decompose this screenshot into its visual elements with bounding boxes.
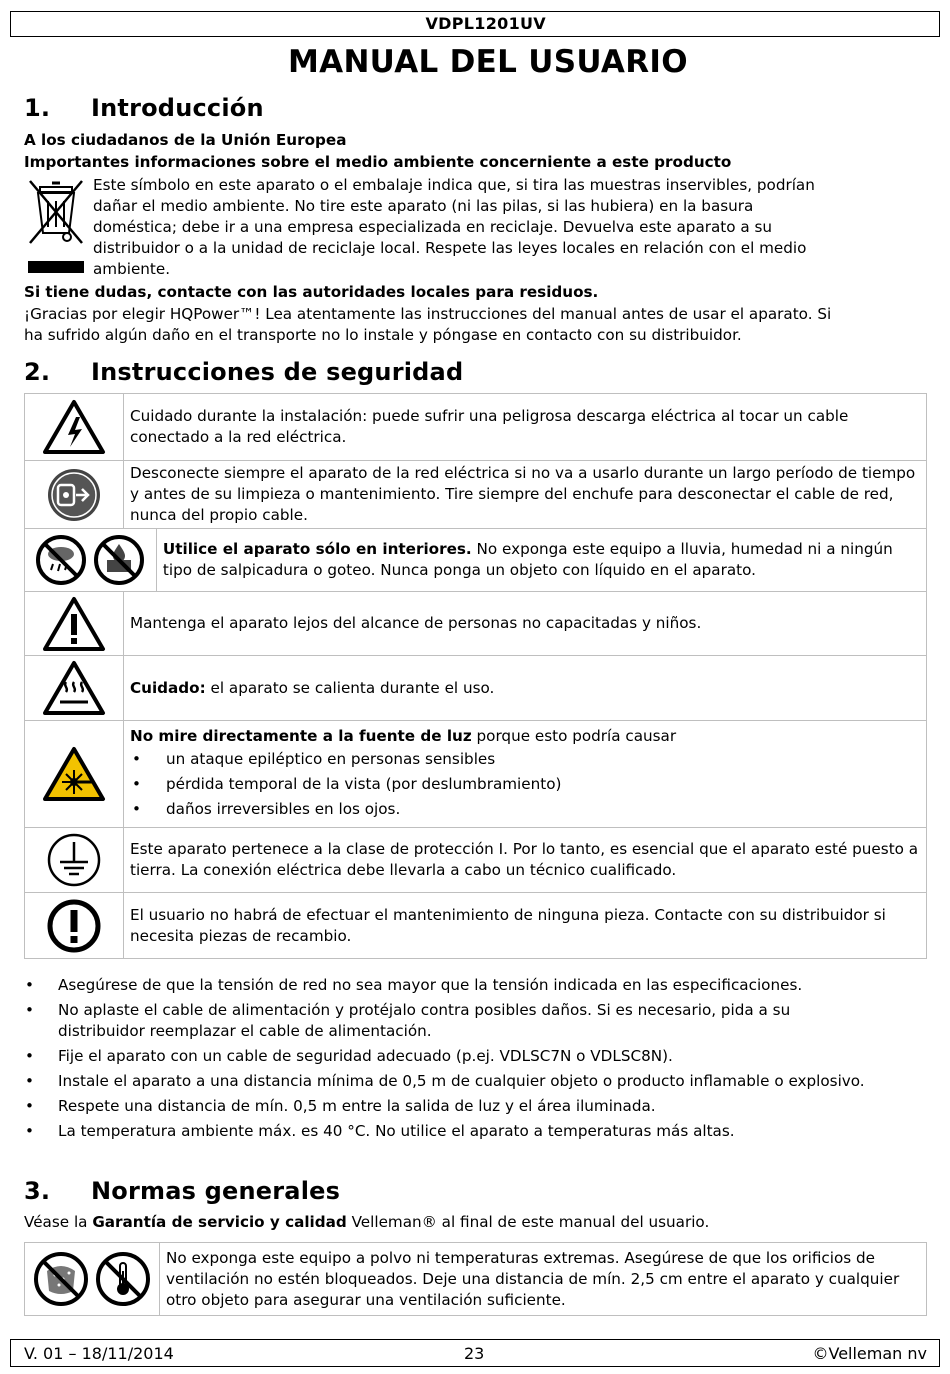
safety-row [25,893,927,959]
list-item: • daños irreversibles en los ojos. [130,797,920,822]
list-item: • pérdida temporal de la vista (por deslumbramiento) [130,772,920,797]
safety-text: Desconecte siempre el aparato de la red eléctrica si no va a usarlo durante un largo período de tiempo y antes de su limpieza o mantenimiento. Tire siempre del enchufe para desconectar el cable de red, nunca del propio cable. [124,461,927,529]
safety-table [24,393,927,959]
copyright: ©Velleman nv [812,1344,927,1363]
safety-text: Este aparato pertenece a la clase de protección I. Por lo tanto, es esencial que el aparato esté puesto a tierra. La conexión eléctrica debe llevarla a cabo un técnico cualificado. [124,828,927,893]
safety-row [25,461,927,529]
safety-bullets [24,975,924,1146]
safety-row [25,721,927,828]
list-item: • Asegúrese de que la tensión de red no sea mayor que la tensión indicada en las especificaciones. [24,975,924,996]
safety-row [25,394,927,461]
electric-shock-warning-icon [25,394,124,461]
page-title: MANUAL DEL USUARIO [288,44,688,80]
list-item: • Instale el aparato a una distancia mínima de 0,5 m de cualquier objeto o producto inflamable o explosivo. [24,1071,888,1092]
safety-row [25,656,927,721]
weee-bin-icon [26,177,88,275]
thanks-paragraph: ¡Gracias por elegir HQPower™! Lea atentamente las instrucciones del manual antes de usar el aparato. Si ha sufrido algún daño en el transporte no lo instale y póngase en contacto con su distribuidor. [24,305,832,344]
laser-light-warning-icon [25,721,124,828]
section-heading-introduccion: 1. Introducción [24,94,264,122]
safety-row [25,1243,927,1316]
safety-text: Mantenga el aparato lejos del alcance de personas no capacitadas y niños. [124,592,927,656]
model-code: VDPL1201UV [425,14,546,33]
eu-citizens-subheading: A los ciudadanos de la Unión Europea [24,131,347,149]
unplug-icon [25,461,124,529]
hot-surface-warning-icon [25,656,124,721]
list-item: • La temperatura ambiente máx. es 40 °C. No utilice el aparato a temperaturas más altas. [24,1121,924,1142]
list-item: • un ataque epiléptico en personas sensibles [130,747,920,772]
safety-text: El usuario no habrá de efectuar el mantenimiento de ninguna pieza. Contacte con su distribuidor si necesita piezas de recambio. [124,893,927,959]
general-warning-icon [25,592,124,656]
general-rules-table [24,1242,927,1316]
protective-earth-icon [25,828,124,893]
list-item: • No aplaste el cable de alimentación y protéjalo contra posibles daños. Si es necesario, pida a su distribuidor reemplazar el cable de alimentación. [24,1000,878,1042]
warranty-intro: Véase la Garantía de servicio y calidad Velleman® al final de este manual del usuario. [24,1213,710,1231]
weee-paragraph: Este símbolo en este aparato o el embalaje indica que, si tira las muestras inservibles, podrían dañar el medio ambiente. No tire este aparato (ni las pilas, si las hubiera) en la basura doméstica; debe ir a una empresa especializada en reciclaje. Devuelva este aparato a su distribuidor o a la unidad de reciclaje local. Respete las leyes locales en relación con el medio ambiente. [93,176,815,278]
safety-text: No mire directamente a la fuente de luz porque esto podría causar • un ataque epiléptico en personas sensibles • pérdida temporal de la vista (por deslumbramiento) • daños irreversibles en los ojos. [124,721,927,828]
list-item: • Respete una distancia de mín. 0,5 m entre la salida de luz y el área iluminada. [24,1096,924,1117]
safety-text: Cuidado: el aparato se calienta durante el uso. [124,656,927,721]
version-date: V. 01 – 18/11/2014 [24,1344,174,1363]
no-rain-no-water-icon [25,529,157,592]
environment-subheading: Importantes informaciones sobre el medio ambiente concerniente a este producto [24,153,732,171]
safety-text: Utilice el aparato sólo en interiores. No exponga este equipo a lluvia, humedad ni a ningún tipo de salpicadura o goteo. Nunca ponga un objeto con líquido en el aparato. [156,529,926,592]
safety-text: No exponga este equipo a polvo ni temperaturas extremas. Asegúrese de que los orificios de ventilación no estén bloqueados. Deje una distancia de mín. 2,5 cm entre el aparato y cualquier otro objeto para asegurar una ventilación suficiente. [160,1243,927,1316]
safety-row [25,828,927,893]
exclamation-circle-icon [25,893,124,959]
safety-row [25,529,927,592]
page-number: 23 [464,1344,485,1363]
doubts-line: Si tiene dudas, contacte con las autoridades locales para residuos. [24,283,599,301]
safety-text: Cuidado durante la instalación: puede sufrir una peligrosa descarga eléctrica al tocar un cable conectado a la red eléctrica. [124,394,927,461]
no-dust-no-extreme-temperature-icon [25,1243,160,1316]
safety-row [25,592,927,656]
section-heading-normas: 3. Normas generales [24,1177,341,1205]
list-item: • Fije el aparato con un cable de seguridad adecuado (p.ej. VDLSC7N o VDLSC8N). [24,1046,924,1067]
section-heading-seguridad: 2. Instrucciones de seguridad [24,358,464,386]
